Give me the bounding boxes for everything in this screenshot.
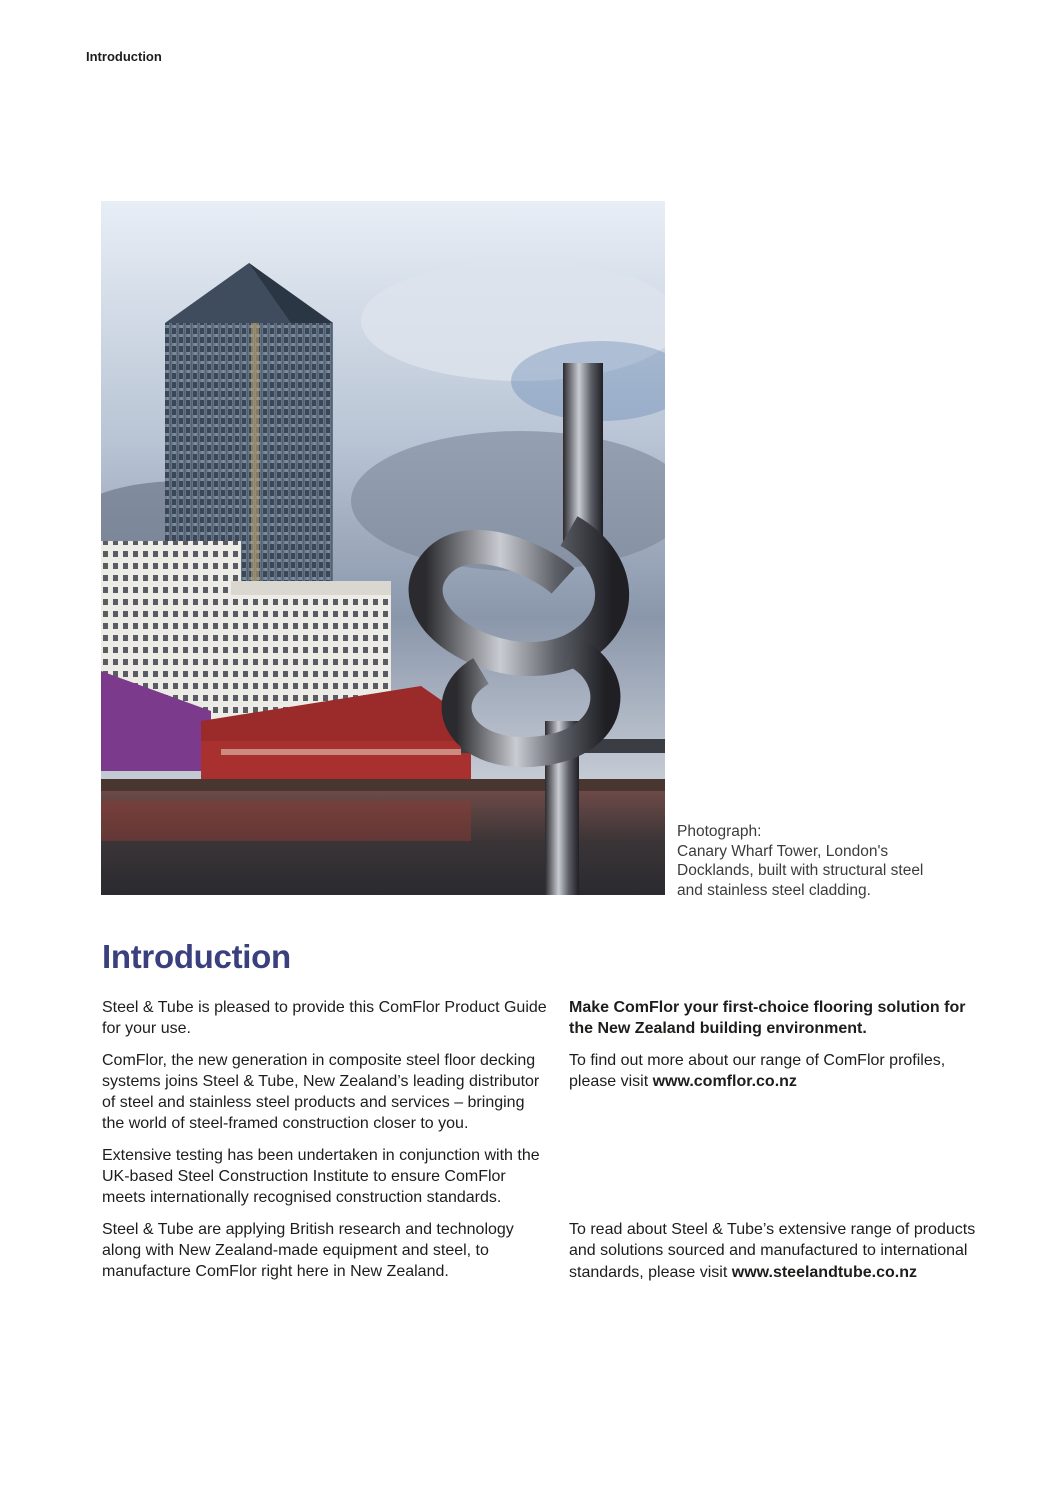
caption-label: Photograph:: [677, 823, 762, 840]
comflor-paragraph: [569, 1050, 989, 1093]
headline-paragraph: Make ComFlor your first-choice flooring solution for the New Zealand building environment.: [569, 999, 966, 1038]
caption-line: Canary Wharf Tower, London's: [677, 842, 889, 860]
caption-line: Docklands, built with structural steel: [677, 862, 924, 879]
right-column-top: [569, 997, 989, 1102]
body-paragraph: Steel & Tube is pleased to provide this ComFlor Product Guide for your use.: [102, 999, 547, 1038]
left-column: [102, 997, 547, 1293]
right-column-bottom: [569, 1219, 989, 1293]
section-title: Introduction: [102, 938, 291, 975]
photo-caption: [677, 822, 947, 900]
comflor-link[interactable]: www.comflor.co.nz: [652, 1072, 797, 1090]
steelandtube-text: To read about Steel & Tube’s extensive range of products and solutions sourced and manufactured to international standards, please visit: [569, 1221, 976, 1281]
body-paragraph: ComFlor, the new generation in composite steel floor decking systems joins Steel & Tube, New Zealand’s leading distributor of steel and stainless steel products and services – bringing the world of steel-framed construction closer to you.: [102, 1051, 540, 1133]
steelandtube-paragraph: [569, 1219, 989, 1283]
comflor-text: To find out more about our range of ComFlor profiles, please visit: [569, 1051, 946, 1090]
body-paragraph: Extensive testing has been undertaken in conjunction with the UK-based Steel Construction Institute to ensure ComFlor meets internationally recognised construction standards.: [102, 1146, 540, 1207]
body-paragraph: Steel & Tube are applying British research and technology along with New Zealand-made equipment and steel, to manufacture ComFlor right here in New Zealand.: [102, 1220, 514, 1281]
caption-line: and stainless steel cladding.: [677, 881, 871, 899]
canary-wharf-photo: [101, 201, 665, 895]
steelandtube-link[interactable]: www.steelandtube.co.nz: [731, 1263, 917, 1281]
running-head: Introduction: [86, 49, 162, 64]
